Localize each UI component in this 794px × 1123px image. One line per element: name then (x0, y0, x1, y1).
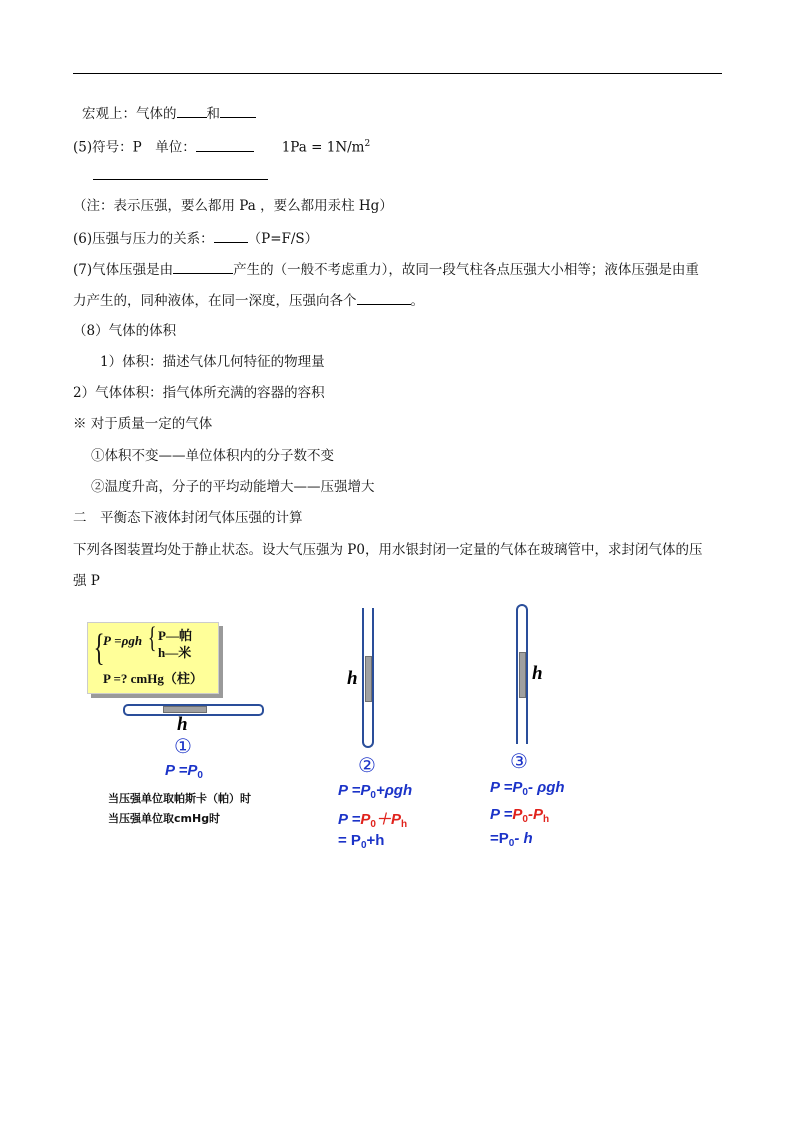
formula-fig3-line3: $=P_0-$ h (490, 830, 533, 849)
note-line: （注：表示压强，要么都用 Pa ，要么都用汞柱 Hg） (73, 198, 393, 214)
volume-item-1: 1）体积：描述气体几何特征的物理量 (100, 354, 325, 370)
figure-number-2: ② (358, 753, 376, 777)
symbol-line (73, 135, 370, 157)
pascal-sup: 2 (364, 139, 371, 149)
caption-cmhg: 当压强单位取cmHg时 (108, 812, 221, 825)
mercury-column-1 (163, 706, 207, 713)
header-rule (73, 73, 722, 74)
formula-rho-g-h: P =ρgh (103, 633, 143, 648)
mercury-column-2 (365, 656, 372, 702)
unit-cmhg: P =? cmHg（柱） (103, 671, 203, 686)
problem-text-2: 强 P (73, 573, 100, 589)
height-label-3: h (532, 663, 543, 684)
note-mass: ※ 对于质量一定的气体 (73, 416, 213, 432)
symbol-label: (5)符号：P 单位： (73, 139, 196, 156)
figure-number-3: ③ (510, 749, 528, 773)
formula-fig2-line3: = $P_0+h$ (338, 832, 385, 851)
unit-meter: h—米 (158, 645, 192, 660)
volume-item-2: 2）气体体积：指气体所充满的容器的容积 (73, 385, 325, 401)
rule-2: ②温度升高，分子的平均动能增大——压强增大 (91, 479, 375, 495)
section-heading: 二 平衡态下液体封闭气体压强的计算 (73, 510, 303, 526)
rule-1: ①体积不变——单位体积内的分子数不变 (91, 448, 334, 464)
brace-left: { (93, 627, 105, 669)
pascal-def: 1Pa = 1N/m (281, 139, 365, 156)
formula-fig1: $P =P_0$ (165, 762, 203, 781)
figure-number-1: ① (174, 734, 192, 758)
problem-text: 下列各图装置均处于静止状态。设大气压强为 P0，用水银封闭一定量的气体在玻璃管中，求封闭气体的压 (73, 542, 703, 558)
formula-fig2-line1: $P =P_0+\rho gh$ (338, 782, 413, 801)
formula-box (87, 622, 219, 694)
formula-fig3-line2: $P =P_0-P_h$ (490, 806, 550, 825)
blank-line (93, 166, 268, 185)
formula-fig3-line1: $P =P_0-$ ρgh (490, 779, 565, 798)
formula-fig2-line2: $P =P_0+P_h$ (338, 811, 408, 830)
volume-heading: （8）气体的体积 (73, 323, 177, 339)
macro-line: 宏观上：气体的 和 (82, 104, 256, 123)
relation-line: (6)压强与压力的关系： （P=F/S） (73, 231, 319, 247)
height-label-2: h (347, 668, 358, 689)
unit-pascal: P—帕 (158, 628, 192, 643)
mercury-column-3 (519, 652, 526, 698)
caption-pascal: 当压强单位取帕斯卡（帕）时 (108, 792, 251, 805)
origin-line: (7)气体压强是由 产生的（一般不考虑重力），故同一段气柱各点压强大小相等；液体压强是由重 (73, 262, 699, 278)
brace-inner: { (147, 621, 157, 654)
height-label-1: h (177, 714, 188, 735)
origin-line-2: 力产生的，同种液体，在同一深度，压强向各个 。 (73, 293, 424, 309)
